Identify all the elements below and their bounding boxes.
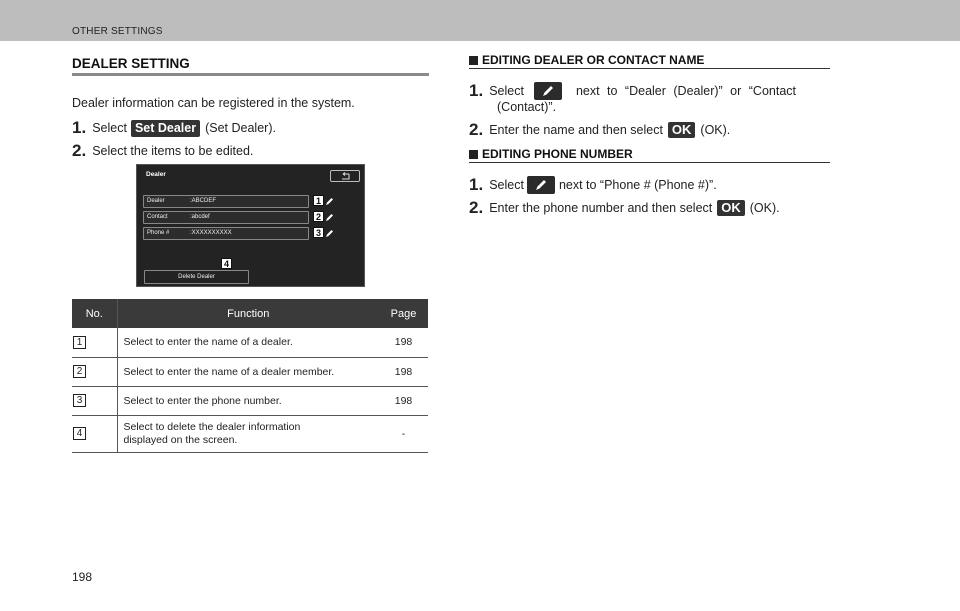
heading-divider: [469, 68, 830, 69]
step-text: Enter the phone number and then select: [489, 201, 713, 215]
step-text: Enter the name and then select: [489, 123, 663, 137]
back-button: [330, 170, 360, 182]
edit-pencil-button: [534, 82, 562, 100]
ok-button: OK: [717, 200, 745, 216]
set-dealer-button: Set Dealer: [131, 120, 200, 137]
callout-2: 2: [313, 211, 324, 222]
pencil-icon: [325, 197, 334, 206]
function-table: [72, 299, 428, 453]
heading-divider: [469, 162, 830, 163]
pencil-icon: [541, 84, 555, 98]
dealer-row: [143, 195, 309, 208]
row-page: 198: [379, 357, 428, 386]
row-function: Select to enter the phone number.: [117, 386, 379, 415]
row-number: [72, 328, 117, 357]
step-number: 2.: [72, 141, 87, 160]
step-text: Select the items to be edited.: [92, 144, 254, 158]
square-bullet-icon: [469, 56, 478, 65]
header-bar: [0, 0, 960, 41]
step-2: [72, 141, 253, 161]
function-line: displayed on the screen.: [123, 433, 238, 446]
col-header-no: No.: [72, 299, 117, 328]
name-step-1: [469, 81, 830, 101]
number-box: 4: [73, 427, 86, 440]
row-function: Select to enter the name of a dealer member.: [117, 357, 379, 386]
step-text: (OK).: [749, 201, 780, 215]
phone-step-1: [469, 175, 717, 195]
table-row: [72, 328, 428, 357]
table-row: [72, 386, 428, 415]
callout-1: 1: [313, 195, 324, 206]
row-label: Dealer: [147, 198, 165, 204]
editing-name-heading: [469, 53, 704, 67]
step-text: Select: [489, 178, 524, 192]
number-box: 2: [73, 365, 86, 378]
col-header-page: Page: [379, 299, 428, 328]
page-title: DEALER SETTING: [72, 56, 190, 71]
name-step-2: [469, 120, 730, 140]
back-icon: [339, 172, 351, 181]
table-row: [72, 357, 428, 386]
callout-4: 4: [221, 258, 232, 269]
row-value: :ABCDEF: [190, 198, 217, 204]
function-line: Select to delete the dealer information: [123, 420, 301, 433]
step-text: (Contact)”.: [497, 100, 557, 114]
step-number: 2.: [469, 120, 484, 139]
table-row: [72, 415, 428, 452]
delete-dealer-label: Delete Dealer: [178, 274, 215, 280]
row-value: :XXXXXXXXXX: [190, 230, 232, 236]
row-number: [72, 357, 117, 386]
editing-phone-heading: [469, 147, 633, 161]
col-header-function: Function: [117, 299, 379, 328]
step-text: Select: [489, 84, 524, 98]
step-number: 1.: [469, 175, 484, 194]
step-1: [72, 118, 276, 138]
step-text: next to “Dealer (Dealer)” or “Contact: [575, 84, 797, 98]
row-value: :abcdef: [190, 214, 210, 220]
step-text: (Set Dealer).: [205, 121, 276, 135]
section-label: OTHER SETTINGS: [72, 26, 163, 37]
step-text: next to “Phone # (Phone #)”.: [558, 178, 717, 192]
row-page: -: [379, 415, 428, 452]
row-page: 198: [379, 386, 428, 415]
title-divider: [72, 73, 429, 76]
step-text: (OK).: [700, 123, 731, 137]
ok-button: OK: [668, 122, 696, 138]
row-label: Contact: [147, 214, 168, 220]
intro-text: Dealer information can be registered in the system.: [72, 96, 355, 110]
callout-3: 3: [313, 227, 324, 238]
square-bullet-icon: [469, 150, 478, 159]
row-function: Select to enter the name of a dealer.: [117, 328, 379, 357]
pencil-icon: [325, 229, 334, 238]
table-header-row: [72, 299, 428, 328]
row-number: [72, 386, 117, 415]
step-number: 1.: [72, 118, 87, 137]
heading-text: EDITING PHONE NUMBER: [482, 147, 633, 161]
name-step-1-cont: [497, 100, 556, 114]
heading-text: EDITING DEALER OR CONTACT NAME: [482, 53, 705, 67]
step-number: 1.: [469, 81, 484, 100]
row-page: 198: [379, 328, 428, 357]
row-number: [72, 415, 117, 452]
page-number: 198: [72, 570, 93, 584]
phone-step-2: [469, 198, 780, 218]
step-number: 2.: [469, 198, 484, 217]
dealer-screen-image: [136, 164, 365, 287]
edit-pencil-button: [527, 176, 555, 194]
pencil-icon: [325, 213, 334, 222]
delete-dealer-button: [144, 270, 249, 284]
phone-row: [143, 227, 309, 240]
number-box: 3: [73, 394, 86, 407]
step-text: Select: [92, 121, 127, 135]
screen-title: Dealer: [146, 171, 166, 178]
pencil-icon: [534, 178, 548, 192]
row-label: Phone #: [147, 230, 170, 236]
row-function: [117, 415, 379, 452]
contact-row: [143, 211, 309, 224]
number-box: 1: [73, 336, 86, 349]
